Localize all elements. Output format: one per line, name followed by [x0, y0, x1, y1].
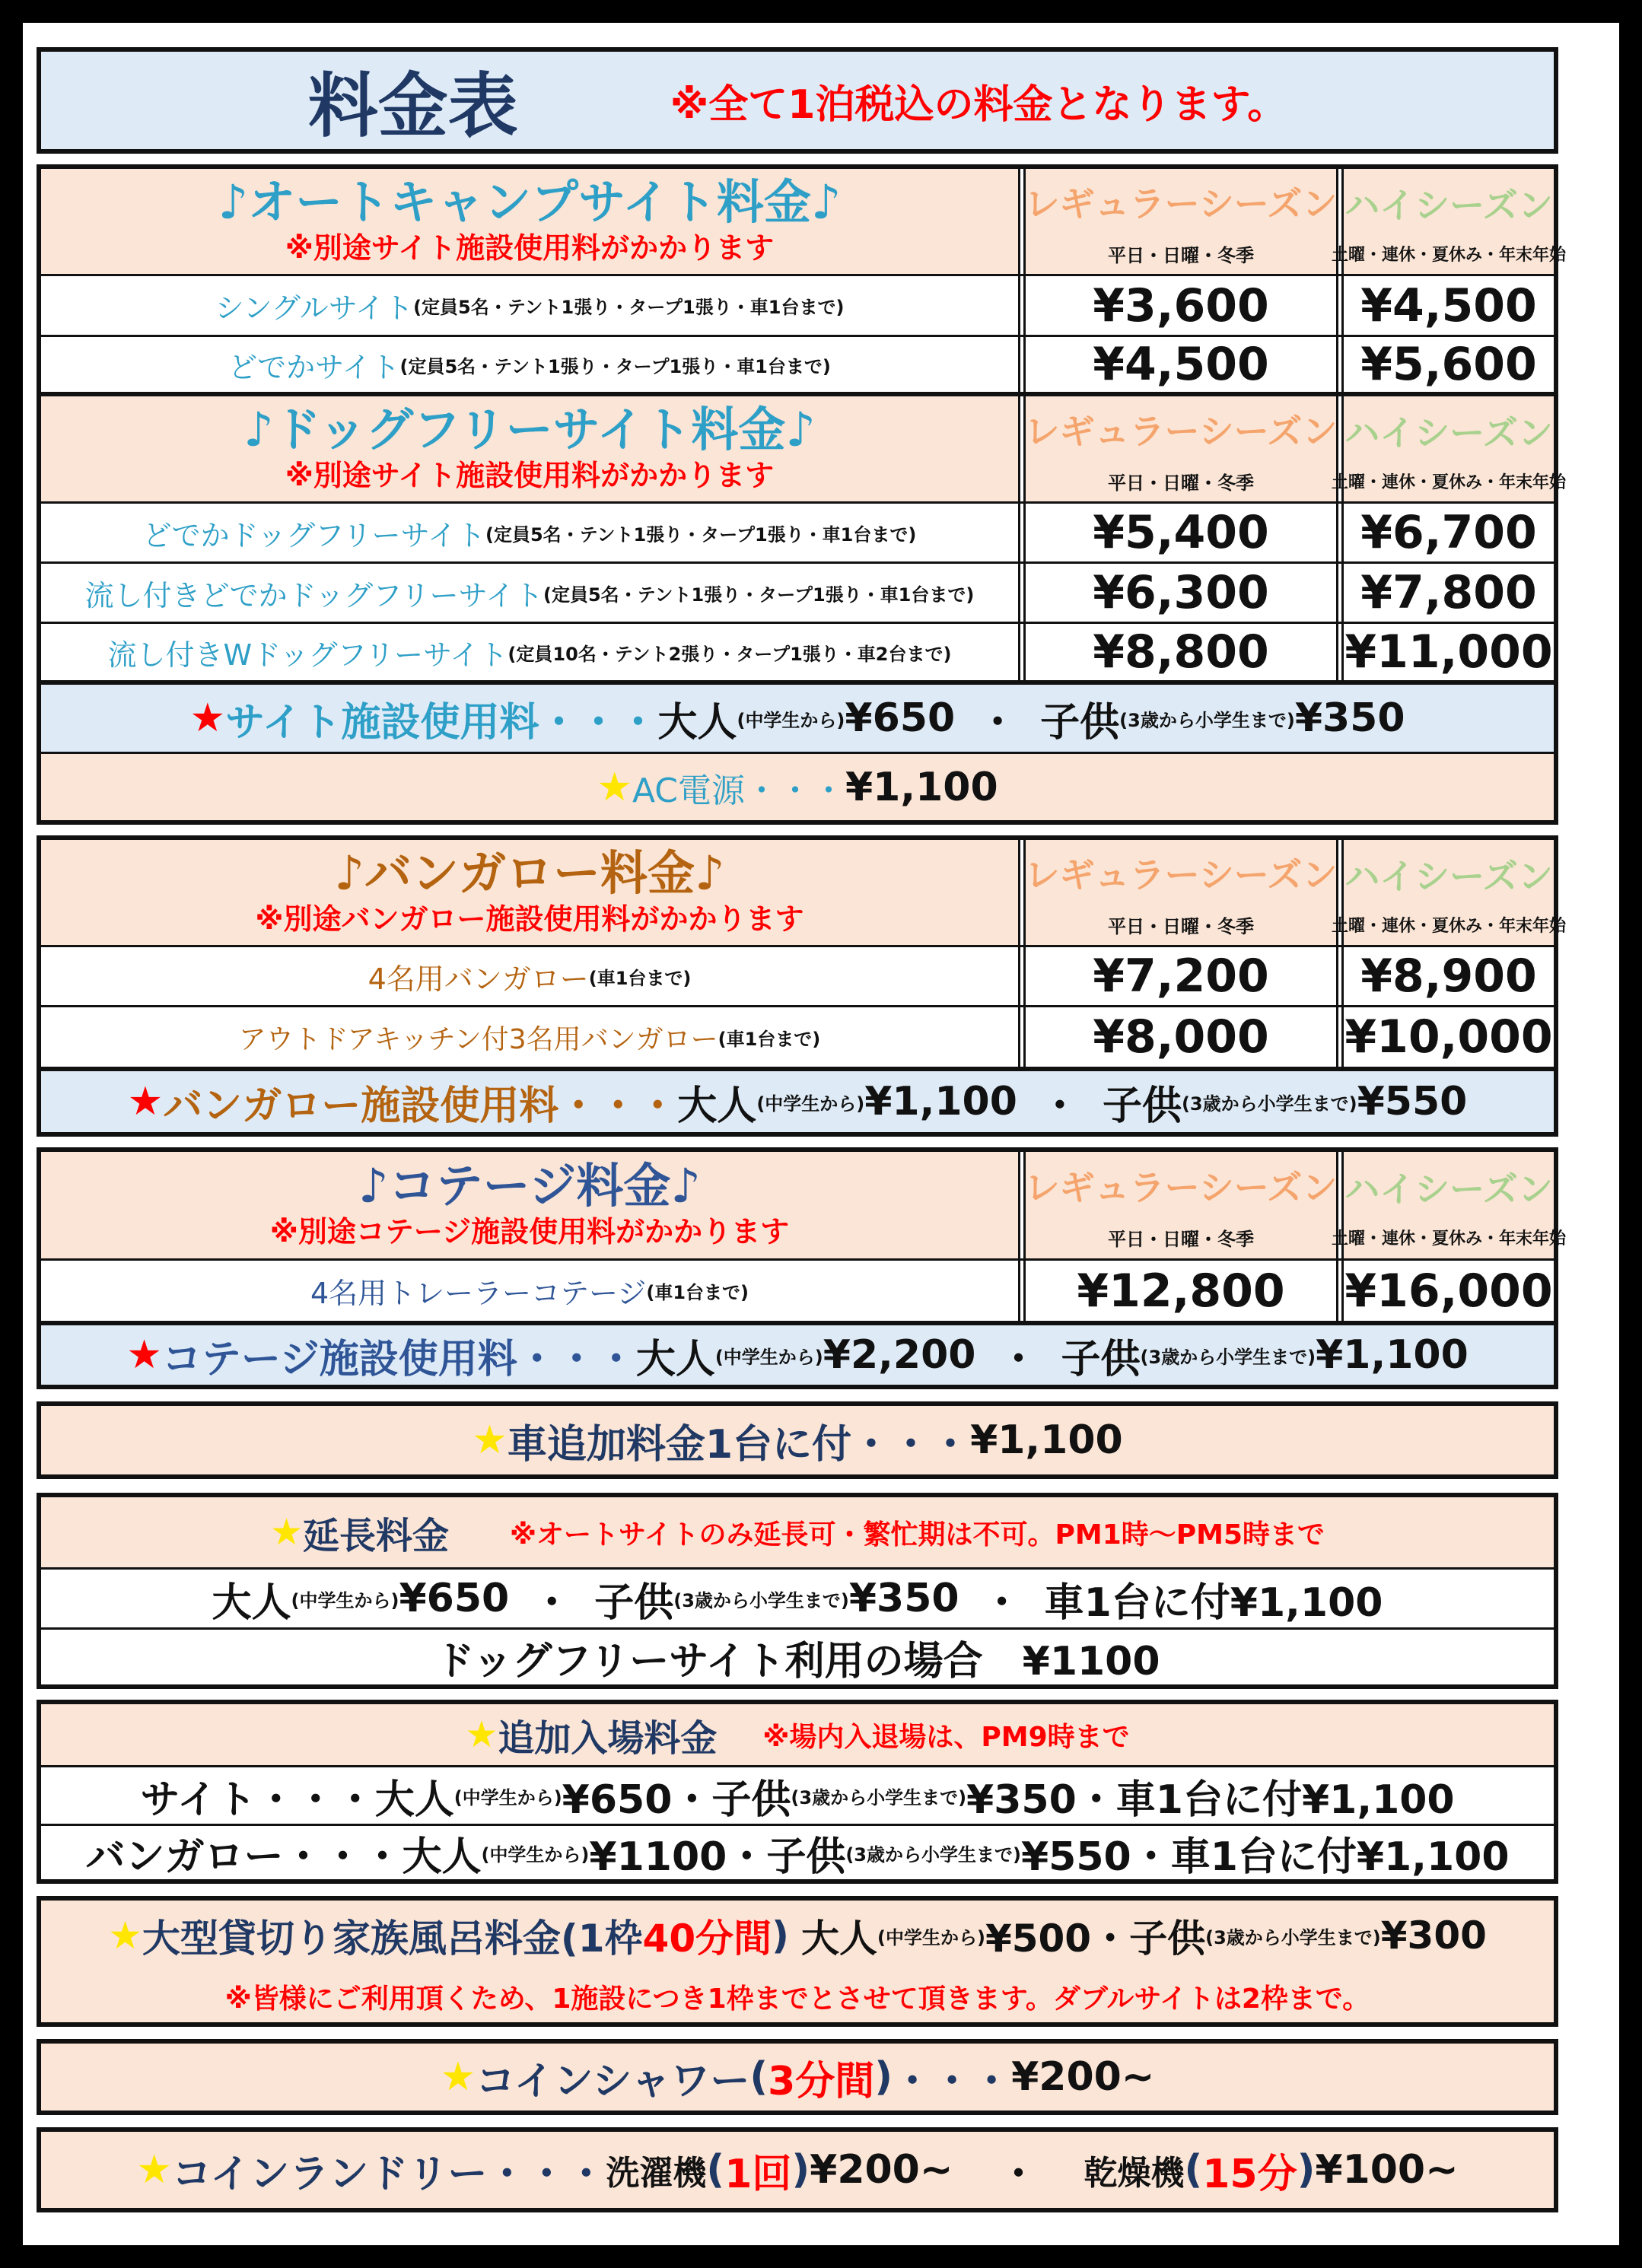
table-row: [41, 1007, 1018, 1067]
dryer-price: ¥100~: [1315, 2147, 1459, 2193]
high-season-header: [1332, 1152, 1567, 1258]
paren-close: ): [1297, 2147, 1316, 2193]
bath-duration: 40分間: [642, 1917, 772, 1961]
child-price: ¥350: [1294, 695, 1405, 741]
site-fee-label: サイト施設使用料・・・: [225, 699, 658, 746]
table-row: [41, 337, 1018, 392]
separator: ・: [982, 1579, 1022, 1626]
separator: ・: [978, 699, 1018, 746]
bungalow-detail: (車1台まで): [718, 1028, 821, 1050]
cottage-title: ♪コテージ料金♪: [358, 1158, 701, 1214]
child-note: (3歳から小学生まで): [791, 1786, 967, 1808]
family-bath-title: 大型貸切り家族風呂料金: [142, 1917, 561, 1961]
star-icon: ★: [269, 1511, 303, 1554]
adult-label: 大人: [677, 1083, 757, 1129]
high-season-label: ハイシーズン: [1344, 855, 1553, 897]
car-add-box: [37, 1401, 1558, 1479]
washer-unit: 1回: [724, 2151, 792, 2197]
adult-price: ¥500・子供: [985, 1917, 1206, 1961]
paren-close: ): [874, 2054, 893, 2100]
table-row: [41, 1261, 1018, 1321]
regular-season-header: [1026, 840, 1336, 945]
adult-note: (中学生から): [737, 709, 845, 731]
high-season-header: [1332, 396, 1567, 501]
high-season-header: [1332, 840, 1567, 945]
high-season-days: 土曜・連休・夏休み・年末年始: [1332, 1229, 1567, 1249]
star-icon: ★: [189, 695, 226, 741]
site-name: シングルサイト: [215, 291, 414, 325]
regular-season-days: 平日・日曜・冬季: [1108, 472, 1254, 494]
bungalow-name: アウトドアキッチン付3名用バンガロー: [238, 1023, 718, 1055]
ac-power-row: [41, 754, 1554, 820]
coin-shower-price: ¥200~: [1011, 2054, 1155, 2100]
coin-laundry-box: [37, 2127, 1558, 2212]
adult-note: (中学生から): [714, 1346, 823, 1368]
adult-label: 大人: [635, 1336, 715, 1382]
regular-season-days: 平日・日曜・冬季: [1108, 915, 1254, 937]
shower-duration: 3分間: [768, 2058, 875, 2104]
paren-open: (: [749, 2054, 768, 2100]
star-icon: ★: [440, 2054, 476, 2100]
high-season-label: ハイシーズン: [1344, 184, 1553, 226]
cottage-fee-label: コテージ施設使用料・・・: [161, 1336, 636, 1382]
adult-note: (中学生から): [291, 1589, 399, 1611]
ac-power-price: ¥1,100: [845, 764, 998, 810]
auto-camp-header: [41, 169, 1018, 274]
header-note: ※全て1泊税込の料金となります。: [670, 81, 1287, 128]
table-row: [41, 276, 1018, 335]
high-season-label: ハイシーズン: [1344, 1168, 1553, 1210]
regular-season-header: [1026, 169, 1336, 274]
bungalow-title: ♪バンガロー料金♪: [334, 845, 725, 901]
child-note: (3歳から小学生まで): [673, 1589, 849, 1611]
regular-price: ¥12,800: [1077, 1264, 1285, 1318]
site-detail: (定員5名・テント1張り・タープ1張り・車1台まで): [413, 297, 845, 318]
high-season-header: [1332, 169, 1567, 274]
adult-price: ¥1,100: [864, 1079, 1017, 1124]
child-note: (3歳から小学生まで): [1205, 1926, 1381, 1948]
regular-price: ¥8,000: [1093, 1010, 1269, 1064]
adult-label: 大人: [212, 1579, 291, 1626]
child-label: 子供: [1102, 1083, 1182, 1129]
regular-price: ¥8,800: [1093, 625, 1269, 679]
extension-title: 延長料金: [303, 1514, 450, 1557]
adult-price: ¥2,200: [823, 1332, 976, 1378]
high-price: ¥4,500: [1360, 278, 1537, 332]
adult-note: (中学生から): [481, 1843, 590, 1866]
washer-price: ¥200~: [810, 2147, 953, 2193]
car-add-label: 車追加料金1台に付・・・: [507, 1421, 971, 1468]
adult-note: (中学生から): [877, 1926, 985, 1948]
adult-note: (中学生から): [453, 1786, 562, 1808]
bungalow-table: [37, 835, 1567, 1137]
site-name: 流し付きどでかドッグフリーサイト: [84, 578, 543, 612]
extension-box: [37, 1493, 1558, 1689]
table-row: [41, 564, 1018, 622]
coin-shower-label: コインシャワー: [476, 2058, 750, 2104]
paren-close: ): [772, 1913, 789, 1958]
adult-price: ¥650: [845, 695, 956, 741]
regular-price: ¥7,200: [1093, 950, 1269, 1003]
high-price: ¥6,700: [1360, 506, 1537, 559]
adult-price: ¥650: [399, 1576, 510, 1621]
regular-season-header: [1026, 1152, 1336, 1258]
bungalow-fee-label: バンガロー施設使用料・・・: [163, 1083, 678, 1129]
car-price: 車1台に付¥1,100: [1044, 1579, 1383, 1626]
extension-note: ※オートサイトのみ延長可・繁忙期は不可。PM1時～PM5時まで: [510, 1519, 1325, 1551]
star-icon: ★: [126, 1332, 162, 1378]
adult-label: 大人: [801, 1917, 877, 1961]
cottage-note: ※別途コテージ施設使用料がかかります: [269, 1215, 790, 1249]
site-name: どでかサイト: [228, 350, 400, 384]
child-label: 子供: [1040, 699, 1120, 746]
regular-season-header: [1026, 396, 1336, 501]
high-price: ¥16,000: [1344, 1264, 1553, 1318]
adult-label: 大人: [657, 699, 737, 746]
cottage-table: [37, 1147, 1567, 1389]
paren-open: (: [706, 2147, 725, 2193]
child-price: ¥1,100: [1316, 1332, 1469, 1378]
dog-free-title: ♪ドッグフリーサイト料金♪: [243, 402, 816, 457]
dog-free-note: ※別途サイト施設使用料がかかります: [285, 459, 775, 492]
cottage-header: [41, 1152, 1018, 1258]
site-name: どでかドッグフリーサイト: [142, 518, 485, 552]
regular-season-label: レギュラーシーズン: [1024, 410, 1338, 452]
regular-price: ¥5,400: [1093, 506, 1269, 559]
paren-close: ): [791, 2147, 810, 2193]
site-detail: (定員5名・テント1張り・タープ1張り・車1台まで): [485, 523, 917, 546]
dots: ・・・: [893, 2058, 1012, 2104]
regular-season-days: 平日・日曜・冬季: [1108, 1228, 1254, 1250]
page-title: 料金表: [307, 65, 518, 147]
car-add-price: ¥1,100: [970, 1417, 1123, 1463]
coin-laundry-label: コインランドリー・・・: [171, 2151, 606, 2197]
dog-free-header: [41, 396, 1018, 501]
dog-free-extension: ドッグフリーサイト利用の場合 ¥1100: [434, 1638, 1160, 1684]
separator: ・: [998, 2151, 1039, 2197]
adult-price: ¥1100・子供: [589, 1834, 846, 1880]
site-entry-rest: ¥350・車1台に付¥1,100: [966, 1777, 1455, 1823]
separator: ・: [998, 1336, 1039, 1382]
header-box: [37, 47, 1558, 154]
table-row: [41, 624, 1018, 680]
site-detail: (定員5名・テント1張り・タープ1張り・車1台まで): [543, 584, 975, 606]
child-note: (3歳から小学生まで): [1140, 1346, 1316, 1368]
col-divider: [1336, 840, 1344, 1067]
regular-season-days: 平日・日曜・冬季: [1108, 244, 1254, 266]
regular-season-label: レギュラーシーズン: [1024, 854, 1338, 895]
site-fee-row: [41, 685, 1554, 752]
child-price: ¥550: [1357, 1079, 1468, 1124]
bungalow-header: [41, 840, 1018, 945]
dryer-label: 乾燥機: [1084, 2154, 1185, 2193]
child-label: 子供: [594, 1579, 674, 1626]
cottage-fee-row: [41, 1325, 1554, 1385]
adult-note: (中学生から): [756, 1093, 865, 1115]
star-icon: ★: [108, 1913, 142, 1958]
bungalow-name: 4名用バンガロー: [368, 962, 589, 996]
site-entry-label: サイト・・・大人: [140, 1777, 454, 1823]
star-icon: ★: [465, 1713, 498, 1756]
high-season-days: 土曜・連休・夏休み・年末年始: [1332, 916, 1567, 936]
bungalow-detail: (車1台まで): [588, 967, 692, 989]
dryer-unit: 15分: [1202, 2151, 1297, 2197]
high-price: ¥10,000: [1344, 1010, 1553, 1064]
regular-season-label: レギュラーシーズン: [1024, 183, 1338, 224]
high-price: ¥5,600: [1360, 338, 1537, 391]
cottage-detail: (車1台まで): [646, 1282, 749, 1303]
separator: ・: [532, 1579, 572, 1626]
regular-season-label: レギュラーシーズン: [1024, 1166, 1338, 1208]
coin-shower-box: [37, 2039, 1558, 2115]
high-price: ¥11,000: [1344, 625, 1553, 679]
high-season-label: ハイシーズン: [1344, 412, 1553, 453]
bungalow-note: ※別途バンガロー施設使用料がかかります: [255, 902, 804, 936]
regular-price: ¥3,600: [1093, 278, 1269, 332]
additional-entry-box: [37, 1700, 1558, 1884]
site-detail: (定員5名・テント1張り・タープ1張り・車1台まで): [399, 355, 831, 377]
high-price: ¥8,900: [1360, 950, 1537, 1003]
regular-price: ¥6,300: [1093, 566, 1269, 619]
star-icon: ★: [472, 1417, 508, 1463]
family-bath-note: ※皆様にご利用頂くため、1施設につき1枠までとさせて頂きます。ダブルサイトは2枠まで。: [224, 1983, 1370, 2015]
regular-price: ¥4,500: [1093, 338, 1269, 391]
star-icon: ★: [597, 764, 632, 810]
child-price: ¥300: [1380, 1913, 1487, 1958]
bungalow-entry-label: バンガロー・・・大人: [85, 1834, 482, 1880]
child-note: (3歳から小学生まで): [1181, 1093, 1357, 1115]
site-name: 流し付きWドッグフリーサイト: [107, 638, 508, 672]
additional-entry-note: ※場内入退場は、PM9時まで: [762, 1721, 1130, 1753]
bungalow-entry-rest: ¥550・車1台に付¥1,100: [1020, 1834, 1510, 1880]
child-label: 子供: [1061, 1336, 1141, 1382]
washer-label: 洗濯機: [606, 2154, 707, 2193]
child-note: (3歳から小学生まで): [845, 1843, 1021, 1866]
separator: ・: [1039, 1083, 1080, 1129]
paren-open: (: [1184, 2147, 1203, 2193]
auto-camp-title: ♪オートキャンプサイト料金♪: [218, 174, 842, 230]
cottage-name: 4名用トレーラーコテージ: [310, 1277, 647, 1310]
auto-camp-note: ※別途サイト施設使用料がかかります: [285, 231, 775, 265]
table-row: [41, 504, 1018, 561]
high-season-days: 土曜・連休・夏休み・年末年始: [1332, 245, 1567, 265]
star-icon: ★: [136, 2147, 172, 2193]
adult-price: ¥650・子供: [562, 1777, 791, 1823]
ac-power-label: AC電源・・・: [632, 771, 845, 810]
child-price: ¥350: [848, 1576, 959, 1621]
site-detail: (定員10名・テント2張り・タープ1張り・車2台まで): [508, 643, 952, 665]
table-row: [41, 947, 1018, 1005]
paren-open: (1枠: [560, 1917, 643, 1961]
star-icon: ★: [127, 1079, 164, 1124]
high-price: ¥7,800: [1360, 566, 1537, 619]
additional-entry-title: 追加入場料金: [498, 1716, 718, 1760]
bungalow-fee-row: [41, 1071, 1554, 1132]
family-bath-box: [37, 1896, 1558, 2027]
site-price-table: [37, 164, 1567, 825]
high-season-days: 土曜・連休・夏休み・年末年始: [1332, 472, 1567, 492]
child-note: (3歳から小学生まで): [1119, 709, 1295, 731]
